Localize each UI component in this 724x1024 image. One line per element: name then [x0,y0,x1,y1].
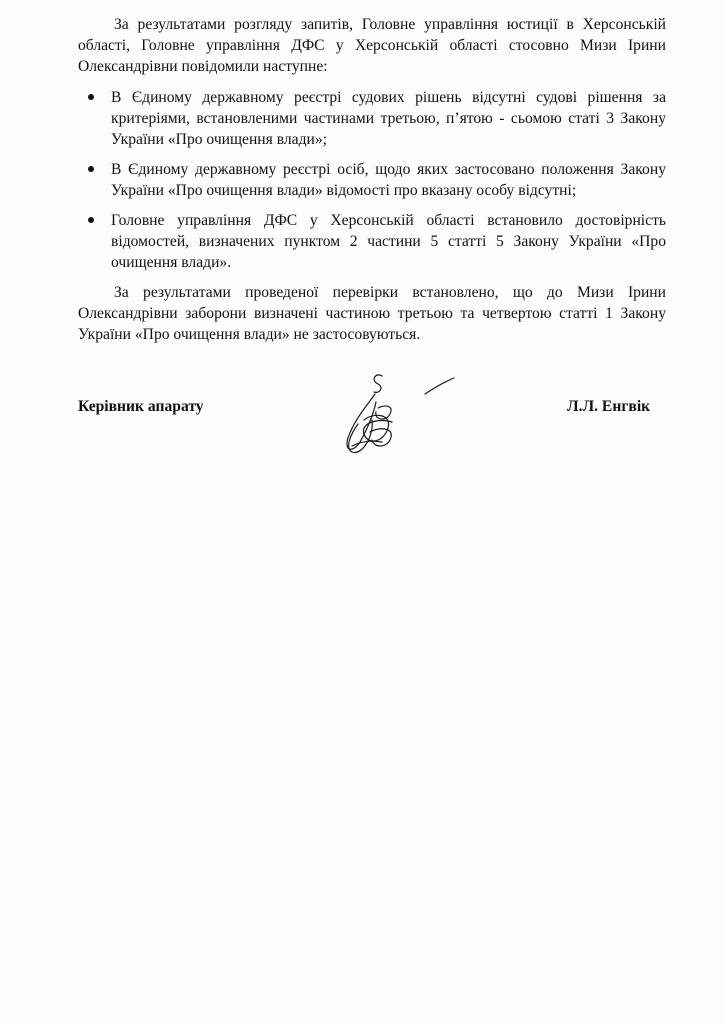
conclusion-paragraph: За результатами проведеної перевірки встановлено, що до Мизи Ірини Олександрівни заборони визначені частиною третьою та четвертою статті 1 Закону України «Про очищення влади» не застосовуються. [78,284,666,343]
bullet-icon [88,217,94,223]
list-item [78,159,666,201]
signatory-name: Л.Л. Енгвік [567,398,651,415]
document-body [78,14,666,345]
intro-paragraph: За результатами розгляду запитів, Головне управління юстиції в Херсонській області, Головне управління ДФС у Херсонській області стосовно Мизи Ірини Олександрівни повідомили наступне: [78,16,666,75]
position-title: Керівник апарату [78,398,204,415]
bullet-text: В Єдиному державному реєстрі судових рішень відсутні судові рішення за критеріями, встановленими частинами третьою, п’ятою - сьомою статі 3 Закону України «Про очищення влади»; [111,89,666,148]
findings-list [78,87,666,273]
bullet-icon [88,166,94,172]
list-item [78,210,666,273]
bullet-icon [88,94,94,100]
handwritten-signature [330,362,470,462]
bullet-text: В Єдиному державному реєстрі осіб, щодо яких застосовано положення Закону України «Про очищення влади» відомості про вказану особу відсутні; [111,161,666,199]
bullet-text: Головне управління ДФС у Херсонській області встановило достовірність відомостей, визначених пунктом 2 частини 5 статті 5 Закону України «Про очищення влади». [111,212,666,271]
list-item [78,87,666,150]
